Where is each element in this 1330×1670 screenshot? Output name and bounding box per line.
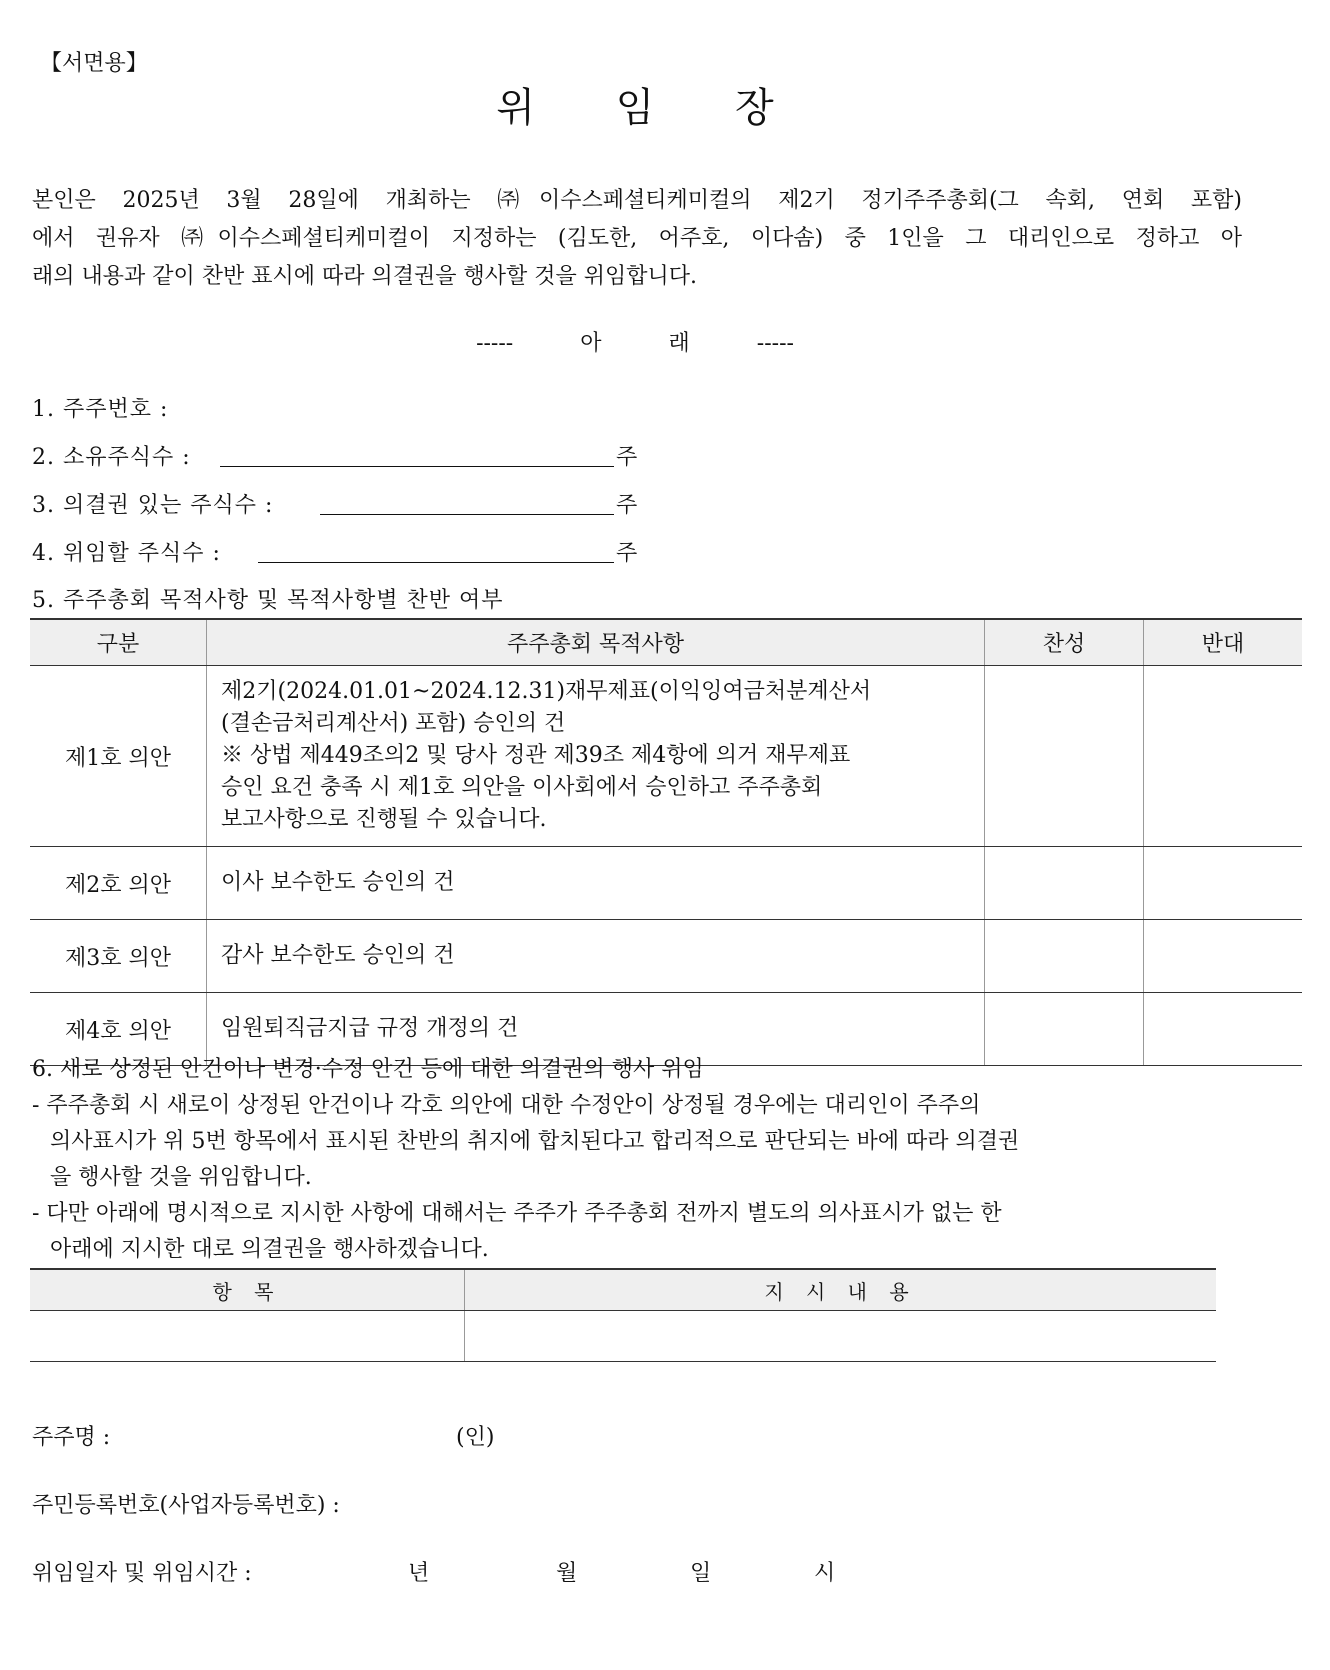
voting-shares-field[interactable]: [320, 514, 614, 515]
table-row: [30, 666, 1302, 847]
agenda-3-approve-cell[interactable]: [985, 920, 1144, 993]
table-row: [30, 1311, 1216, 1362]
agenda-1-oppose-cell[interactable]: [1144, 666, 1303, 847]
owned-shares-field[interactable]: [220, 466, 614, 467]
agenda-1-line-2: (결손금처리계산서) 포함) 승인의 건: [221, 711, 566, 736]
section6-line-2: 의사표시가 위 5번 항목에서 표시된 찬반의 취지에 합치된다고 합리적으로 판단되는 바에 따라 의결권: [50, 1129, 1020, 1154]
shareholder-number-label: 1. 주주번호 :: [32, 397, 169, 422]
instruction-header-row: [30, 1269, 1216, 1311]
agenda-1-label: 제1호 의안: [30, 666, 207, 847]
agenda-1-approve-cell[interactable]: [985, 666, 1144, 847]
date-day: 일: [690, 1561, 712, 1586]
header-category: 구분: [30, 619, 207, 666]
agenda-3-oppose-cell[interactable]: [1144, 920, 1303, 993]
instruction-table: [30, 1268, 1216, 1362]
agenda-4-oppose-cell[interactable]: [1144, 993, 1303, 1066]
agenda-table: [30, 618, 1302, 1066]
agenda-1-line-3: ※ 상법 제449조의2 및 당사 정관 제39조 제4항에 의거 재무제표: [221, 743, 851, 768]
intro-line-2: 에서 권유자 ㈜이수스페셜티케미컬이 지정하는 (김도한, 어주호, 이다솜) 중 1인을 그 대리인으로 정하고 아: [32, 226, 1242, 251]
section6-line-1: - 주주총회 시 새로이 상정된 안건이나 각호 의안에 대한 수정안이 상정될 경우에는 대리인이 주주의: [32, 1093, 981, 1118]
instruction-content-cell[interactable]: [465, 1311, 1217, 1362]
page-title: [0, 76, 1270, 133]
section6-line-3: 을 행사할 것을 위임합니다.: [50, 1165, 312, 1190]
agenda-4-label: 제4호 의안: [30, 993, 207, 1066]
title-char-3: 장: [735, 85, 774, 131]
header-agenda: 주주총회 목적사항: [207, 619, 985, 666]
divider-text-rae: 래: [668, 331, 690, 356]
section6: [32, 1052, 1019, 1268]
agenda-4-text: 임원퇴직금지급 규정 개정의 건: [207, 993, 985, 1066]
title-char-2: 임: [615, 85, 655, 131]
section6-heading: 6. 새로 상정된 안건이나 변경·수정 안건 등에 대한 의결권의 행사 위임: [32, 1057, 704, 1082]
agenda-2-text: 이사 보수한도 승인의 건: [207, 847, 985, 920]
intro-line-1: 본인은 2025년 3월 28일에 개최하는 ㈜이수스페셜티케미컬의 제2기 정기주주총회(그 속회, 연회 포함): [32, 188, 1242, 213]
agenda-3-label: 제3호 의안: [30, 920, 207, 993]
agenda-2-label: 제2호 의안: [30, 847, 207, 920]
form-type-tag: 【서면용】: [40, 51, 148, 76]
seal-mark: (인): [456, 1425, 495, 1450]
title-char-1: 위: [496, 85, 535, 131]
shareholder-name-label: 주주명 :: [32, 1425, 111, 1450]
date-year: 년: [408, 1561, 430, 1586]
delegated-shares-field[interactable]: [258, 562, 614, 563]
date-month: 월: [556, 1561, 578, 1586]
instruction-item-cell[interactable]: [30, 1311, 465, 1362]
divider-text-a: 아: [580, 331, 602, 356]
voting-shares-unit: 주: [616, 493, 638, 518]
registration-number-label: 주민등록번호(사업자등록번호) :: [32, 1493, 340, 1518]
section6-line-4: - 다만 아래에 명시적으로 지시한 사항에 대해서는 주주가 주주총회 전까지 별도의 의사표시가 없는 한: [32, 1201, 1002, 1226]
delegated-shares-label: 4. 위임할 주식수 :: [32, 541, 221, 566]
owned-shares-unit: 주: [616, 445, 638, 470]
divider-dash-left: -----: [476, 331, 514, 356]
agenda-2-approve-cell[interactable]: [985, 847, 1144, 920]
table-row: [30, 920, 1302, 993]
agenda-2-oppose-cell[interactable]: [1144, 847, 1303, 920]
owned-shares-label: 2. 소유주식수 :: [32, 445, 191, 470]
agenda-3-text: 감사 보수한도 승인의 건: [207, 920, 985, 993]
voting-shares-label: 3. 의결권 있는 주식수 :: [32, 493, 274, 518]
agenda-1-line-1: 제2기(2024.01.01~2024.12.31)재무제표(이익잉여금처분계산서: [221, 679, 872, 704]
date-hour: 시: [814, 1561, 836, 1586]
delegated-shares-unit: 주: [616, 541, 638, 566]
header-oppose: 반대: [1144, 619, 1303, 666]
divider-dash-right: -----: [756, 331, 794, 356]
below-divider: [0, 326, 1270, 357]
agenda-1-line-4: 승인 요건 충족 시 제1호 의안을 이사회에서 승인하고 주주총회: [221, 775, 823, 800]
intro-line-3: 래의 내용과 같이 찬반 표시에 따라 의결권을 행사할 것을 위임합니다.: [32, 264, 697, 289]
agenda-1-line-5: 보고사항으로 진행될 수 있습니다.: [221, 807, 547, 832]
agenda-heading: 5. 주주총회 목적사항 및 목적사항별 찬반 여부: [32, 588, 504, 613]
header-instruction: 지 시 내 용: [465, 1269, 1217, 1311]
table-row: [30, 847, 1302, 920]
delegation-date-label: 위임일자 및 위임시간 :: [32, 1561, 252, 1586]
header-item: 항 목: [30, 1269, 465, 1311]
intro-paragraph: [32, 182, 1242, 296]
agenda-1-text: [207, 666, 985, 847]
agenda-header-row: [30, 619, 1302, 666]
section6-line-5: 아래에 지시한 대로 의결권을 행사하겠습니다.: [50, 1237, 489, 1262]
header-approve: 찬성: [985, 619, 1144, 666]
